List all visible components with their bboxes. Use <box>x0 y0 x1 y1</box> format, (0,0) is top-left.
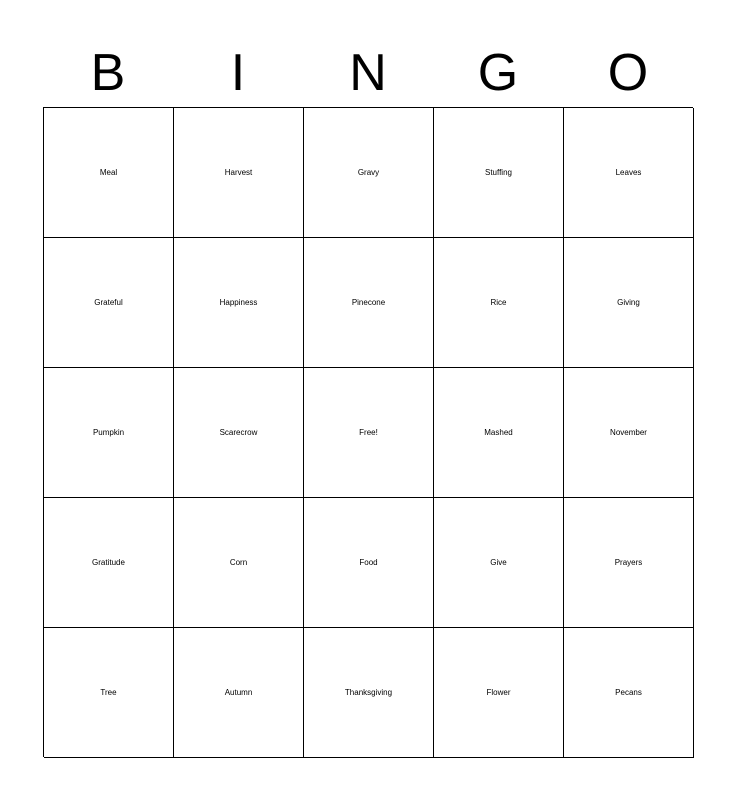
header-letter-n: N <box>349 44 387 102</box>
bingo-cell[interactable]: Pecans <box>564 628 694 758</box>
bingo-cell[interactable]: Happiness <box>174 238 304 368</box>
bingo-cell[interactable]: Give <box>434 498 564 628</box>
bingo-cell[interactable]: Autumn <box>174 628 304 758</box>
header-letter-o: O <box>607 44 649 102</box>
bingo-cell[interactable]: Pumpkin <box>44 368 174 498</box>
bingo-header <box>43 40 693 106</box>
bingo-cell[interactable]: Stuffing <box>434 108 564 238</box>
bingo-cell[interactable]: Meal <box>44 108 174 238</box>
bingo-cell[interactable]: Gratitude <box>44 498 174 628</box>
bingo-cell[interactable]: Thanksgiving <box>304 628 434 758</box>
bingo-cell[interactable]: Flower <box>434 628 564 758</box>
bingo-cell[interactable]: Scarecrow <box>174 368 304 498</box>
bingo-cell[interactable]: Food <box>304 498 434 628</box>
bingo-cell[interactable]: Grateful <box>44 238 174 368</box>
bingo-cell[interactable]: Harvest <box>174 108 304 238</box>
free-space-cell[interactable]: Free! <box>304 368 434 498</box>
bingo-cell[interactable]: Gravy <box>304 108 434 238</box>
bingo-cell[interactable]: Pinecone <box>304 238 434 368</box>
header-letter-b: B <box>90 44 126 102</box>
bingo-cell[interactable]: Prayers <box>564 498 694 628</box>
bingo-cell[interactable]: Tree <box>44 628 174 758</box>
header-letter-g: G <box>477 44 519 102</box>
bingo-cell[interactable]: Rice <box>434 238 564 368</box>
bingo-cell[interactable]: Corn <box>174 498 304 628</box>
bingo-cell[interactable]: November <box>564 368 694 498</box>
bingo-cell[interactable]: Giving <box>564 238 694 368</box>
bingo-cell[interactable]: Mashed <box>434 368 564 498</box>
header-letter-i: I <box>230 44 246 102</box>
bingo-board <box>43 107 693 757</box>
bingo-cell[interactable]: Leaves <box>564 108 694 238</box>
